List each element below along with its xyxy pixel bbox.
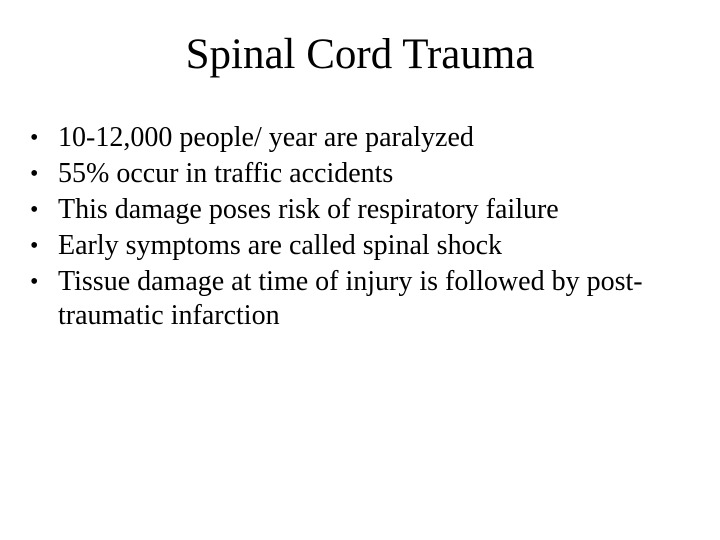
bullet-icon: •	[30, 161, 39, 187]
bullet-item	[30, 265, 690, 333]
bullet-text: 10-12,000 people/ year are paralyzed	[58, 122, 474, 153]
bullet-text: Early symptoms are called spinal shock	[58, 230, 502, 261]
slide-title: Spinal Cord Trauma	[185, 31, 535, 78]
bullet-icon: •	[30, 233, 39, 259]
bullet-item	[30, 121, 690, 155]
bullet-item	[30, 157, 690, 191]
bullet-icon: •	[30, 269, 39, 295]
bullet-item	[30, 193, 690, 227]
bullet-text: 55% occur in traffic accidents	[58, 158, 394, 189]
bullet-item	[30, 229, 690, 263]
bullet-text: Tissue damage at time of injury is followed by post-traumatic infarction	[58, 266, 643, 331]
bullet-icon: •	[30, 125, 39, 151]
bullet-list	[30, 121, 690, 335]
bullet-icon: •	[30, 197, 39, 223]
bullet-text: This damage poses risk of respiratory failure	[58, 194, 559, 225]
